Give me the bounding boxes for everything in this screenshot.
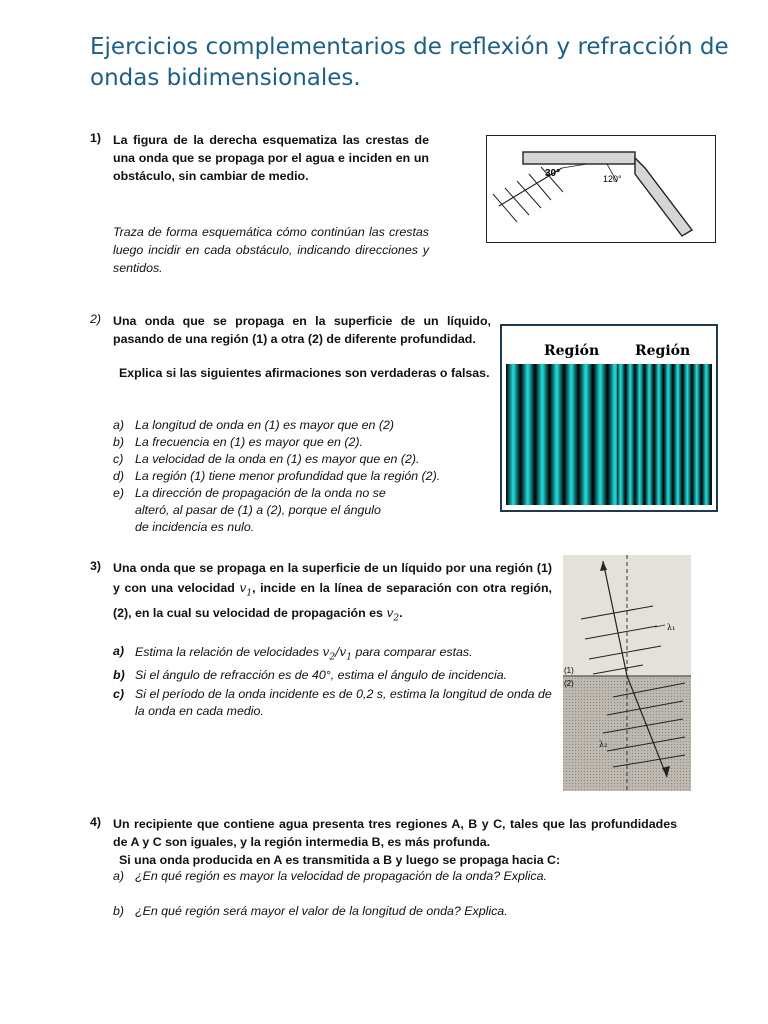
q2-item-d <box>113 468 483 485</box>
q3-item-text <box>135 643 473 666</box>
q4-item-label: a) <box>113 869 125 883</box>
region-1-marker: (1) <box>564 666 574 675</box>
question-1-instruction: Traza de forma esquemática cómo continúan las crestas luego incidir en cada obstáculo, indicando direcciones y sentidos. <box>113 225 429 275</box>
angle-120-label: 120° <box>603 174 622 184</box>
q3-item-a-text-pre: Estima la relación de velocidades <box>135 645 319 659</box>
q2-item-a <box>113 417 473 434</box>
q2-item-label: a) <box>113 418 125 432</box>
question-1-text: La figura de la derecha esquematiza las crestas de una onda que se propaga por el agua e inciden en un obstáculo, sin cambiar de medio. <box>113 133 429 183</box>
v1-letter: v <box>339 644 347 659</box>
lambda-1-label: λ₁ <box>667 623 676 632</box>
v2-letter: v <box>386 605 394 621</box>
q2-item-e <box>113 485 413 537</box>
q3-item-label: b) <box>113 668 125 682</box>
q2-item-text: La frecuencia en (1) es mayor que en (2). <box>135 435 363 449</box>
q2-item-label: e) <box>113 486 125 500</box>
q3-item-label: c) <box>113 687 125 701</box>
q3-item-c <box>113 686 553 722</box>
q2-item-label: c) <box>113 452 124 466</box>
v2-subscript: 2 <box>393 613 400 624</box>
v1-subscript: 1 <box>346 652 353 663</box>
velocity-ratio: $v_2/v_1$ <box>322 644 353 663</box>
q3-text-part-b: , incide en la línea de separación con otra región, (2), en la cual su velocidad de propagación es <box>113 581 552 621</box>
question-4-text: Un recipiente que contiene agua presenta tres regiones A, B y C, tales que las profundidades de A y C son iguales, y la región intermedia B, es más profunda. <box>113 817 677 849</box>
q2-item-text: La dirección de propagación de la onda no se alteró, al pasar de (1) a (2), porque el ángulo de incidencia es nulo. <box>135 486 386 534</box>
question-1-number: 1) <box>90 131 102 145</box>
q3-item-b <box>113 667 553 684</box>
q2-item-b <box>113 434 473 451</box>
q2-item-label: b) <box>113 435 125 449</box>
v2-symbol <box>386 605 400 624</box>
region-2-marker: (2) <box>564 679 574 688</box>
q3-item-text: Si el ángulo de refracción es de 40°, estima el ángulo de incidencia. <box>135 668 508 682</box>
question-4-number: 4) <box>90 815 102 829</box>
q4-item-label: b) <box>113 904 125 918</box>
angle-30-label: 30° <box>545 168 561 179</box>
q3-item-label: a) <box>113 644 125 658</box>
question-2-number: 2) <box>90 312 102 326</box>
question-3-number: 3) <box>90 559 102 573</box>
v2-letter: v <box>322 644 330 659</box>
q4-item-a <box>113 868 613 902</box>
lambda-2-label: λ₂ <box>599 740 608 749</box>
q2-item-text: La región (1) tiene menor profundidad que la región (2). <box>135 469 441 483</box>
q4-item-text: ¿En qué región será mayor el valor de la longitud de onda? Explica. <box>135 904 508 918</box>
q2-item-text: La longitud de onda en (1) es mayor que en (2) <box>135 418 394 432</box>
v1-symbol <box>239 580 253 599</box>
q2-item-text: La velocidad de la onda en (1) es mayor que en (2). <box>135 452 420 466</box>
q3-item-a <box>113 643 553 662</box>
q3-item-text: Si el período de la onda incidente es de 0,2 s, estima la longitud de onda de la onda en cada medio. <box>135 687 552 718</box>
q4-item-text: ¿En qué región es mayor la velocidad de propagación de la onda? Explica. <box>135 869 547 883</box>
v2-subscript: 2 <box>329 652 336 663</box>
q4-item-b <box>113 903 613 920</box>
region-1-label: Región <box>544 343 600 359</box>
q3-text-part-a: Una onda que se propaga en la superficie de un líquido por una región (1) y con una velocidad <box>113 561 552 595</box>
obstacle-figure <box>486 135 716 243</box>
v1-subscript: 1 <box>246 588 253 599</box>
question-2-text: Una onda que se propaga en la superficie de un líquido, pasando de una región (1) a otra (2) de diferente profundidad. <box>113 314 491 346</box>
region-2-label: Región <box>635 343 691 359</box>
refraction-figure <box>563 555 691 791</box>
q2-item-c <box>113 451 473 468</box>
v1-letter: v <box>239 580 247 595</box>
q2-item-label: d) <box>113 469 125 483</box>
page-title: Ejercicios complementarios de reflexión y refracción de ondas bidimensionales. <box>90 34 729 91</box>
wave-regions-figure <box>500 324 718 512</box>
question-3-text: Una onda que se propaga en la superficie de un líquido por una región (1) y con una velocidad $v_1$, incide en la línea de separación con otra región, (2), en la cual su velocidad de propagación es $v_2$. <box>113 561 552 624</box>
q3-item-a-text-post: para comparar estas. <box>355 645 473 659</box>
question-2-prompt: Explica si las siguientes afirmaciones son verdaderas o falsas. <box>119 366 490 380</box>
question-4-prompt: Si una onda producida en A es transmitida a B y luego se propaga hacia C: <box>119 853 561 867</box>
